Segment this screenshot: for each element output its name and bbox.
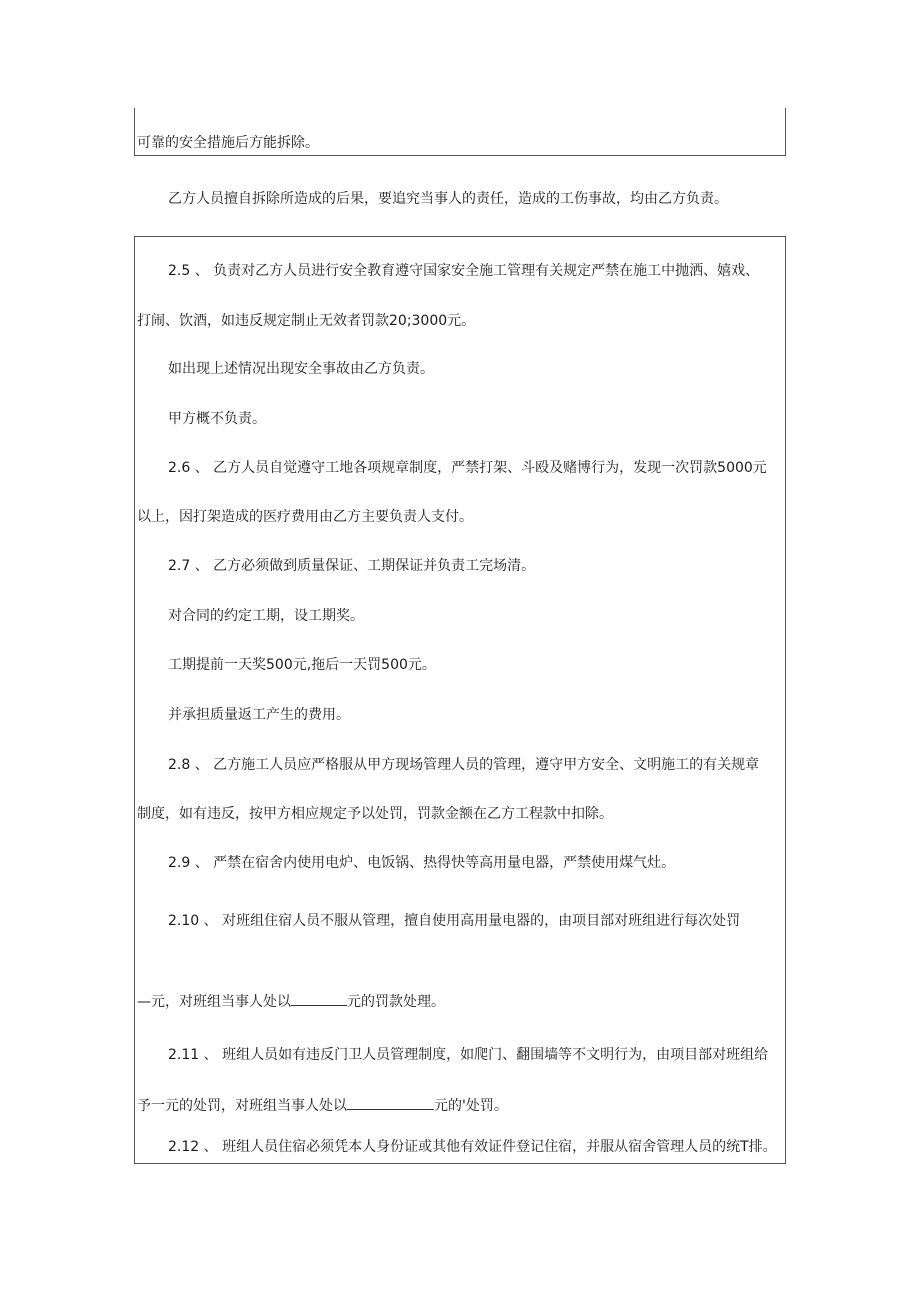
clause-2-6-line-1: 2.6 、 乙方人员自觉遵守工地各项规章制度，严禁打架、斗殴及赌博行为，发现一次罚款5000元 xyxy=(168,460,767,476)
clause-2-9-line-1: 2.9 、 严禁在宿舍内使用电炉、电饭锅、热得快等高用量电器，严禁使用煤气灶。 xyxy=(168,855,676,871)
clause-2-7-line-4: 并承担质量返工产生的费用。 xyxy=(168,707,350,723)
clause-2-10-line-1: 2.10 、 对班组住宿人员不服从管理，擅自使用高用量电器的，由项目部对班组进行每次处罚 xyxy=(168,913,741,929)
clause-2-5-line-3: 如出现上述情况出现安全事故由乙方负责。 xyxy=(168,361,434,377)
clause-2-8-line-2: 制度，如有违反，按甲方相应规定予以处罚，罚款金额在乙方工程款中扣除。 xyxy=(137,806,613,822)
clause-2-11-text-a: 予一元的处罚，对班组当事人处以 xyxy=(137,1098,347,1114)
clause-2-6-line-2: 以上，因打架造成的医疗费用由乙方主要负责人支付。 xyxy=(137,509,473,525)
clause-2-8-line-1: 2.8 、 乙方施工人员应严格服从甲方现场管理人员的管理，遵守甲方安全、文明施工的有关规章 xyxy=(168,757,760,773)
clause-2-5-line-4: 甲方概不负责。 xyxy=(168,411,266,427)
responsibility-paragraph: 乙方人员擅自拆除所造成的后果，要追究当事人的责任，造成的工伤事故，均由乙方负责。 xyxy=(168,191,728,207)
clause-2-12-line-1: 2.12 、 班组人员住宿必须凭本人身份证或其他有效证件登记住宿，并服从宿舍管理人员的统T排。 xyxy=(168,1139,777,1155)
continued-text-line: 可靠的安全措施后方能拆除。 xyxy=(137,135,319,151)
clause-2-10-text-b: 元的罚款处理。 xyxy=(347,994,445,1010)
clause-2-11-text-b: 元的'处罚。 xyxy=(434,1098,508,1114)
clause-2-7-line-1: 2.7 、 乙方必须做到质量保证、工期保证并负责工完场清。 xyxy=(168,558,536,574)
clause-2-5-line-1: 2.5 、 负责对乙方人员进行安全教育遵守国家安全施工管理有关规定严禁在施工中抛洒、嬉戏、 xyxy=(168,263,760,279)
clause-2-10-line-2 xyxy=(137,991,445,1012)
fine-amount-blank[interactable] xyxy=(291,991,347,1006)
clause-2-11-line-2 xyxy=(137,1095,508,1116)
clause-2-7-line-2: 对合同的约定工期，设工期奖。 xyxy=(168,608,364,624)
penalty-amount-blank[interactable] xyxy=(347,1095,434,1110)
clause-2-10-text-a: —元，对班组当事人处以 xyxy=(137,994,291,1010)
clause-2-5-line-2: 打闹、饮酒，如违反规定制止无效者罚款20;3000元。 xyxy=(137,313,476,329)
clause-2-11-line-1: 2.11 、 班组人员如有违反门卫人员管理制度，如爬门、翻围墙等不文明行为，由项目部对班组给 xyxy=(168,1047,769,1063)
clause-2-7-line-3: 工期提前一天奖500元,拖后一天罚500元。 xyxy=(168,657,436,673)
